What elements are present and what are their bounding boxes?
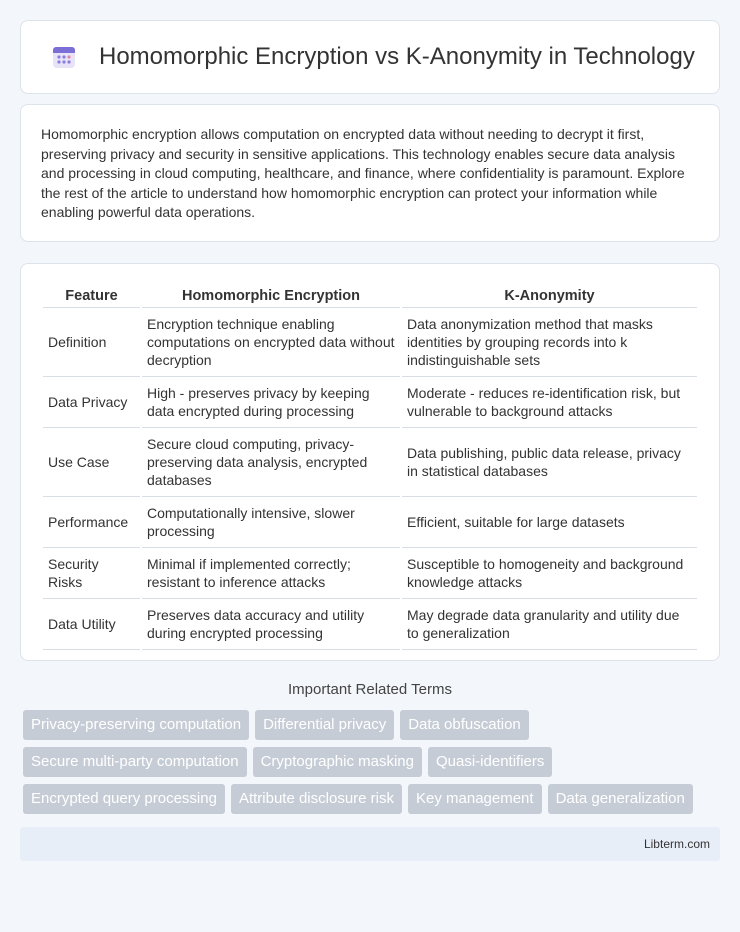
calendar-grid-icon	[51, 44, 77, 70]
related-terms-list	[20, 698, 720, 821]
intro-text: Homomorphic encryption allows computation on encrypted data without needing to decrypt it first, preserving privacy and security in sensitive applications. This technology enables secure data analysis and processing in cloud computing, healthcare, and finance, where confidentiality is paramount. Explore the rest of the article to understand how homomorphic encryption can protect your information while enabling powerful data operations.	[41, 126, 685, 220]
table-row	[43, 548, 697, 599]
row-feature: Data Utility	[43, 599, 141, 650]
related-term-tag[interactable]: Differential privacy	[255, 710, 394, 740]
comparison-table-card	[20, 263, 720, 661]
related-term-tag[interactable]: Attribute disclosure risk	[231, 784, 402, 814]
table-header-row	[43, 284, 697, 308]
related-term-tag[interactable]: Key management	[408, 784, 542, 814]
header-homomorphic: Homomorphic Encryption	[141, 284, 401, 308]
row-homomorphic: Computationally intensive, slower processing	[141, 497, 401, 548]
related-term-tag[interactable]: Data obfuscation	[400, 710, 529, 740]
footer	[20, 827, 720, 861]
table-row	[43, 428, 697, 497]
row-feature: Security Risks	[43, 548, 141, 599]
row-homomorphic: Encryption technique enabling computations on encrypted data without decryption	[141, 308, 401, 377]
header-feature: Feature	[43, 284, 141, 308]
related-terms-heading: Important Related Terms	[288, 681, 452, 698]
footer-site-link[interactable]: Libterm.com	[643, 837, 710, 851]
related-term-tag[interactable]: Encrypted query processing	[23, 784, 225, 814]
related-term-tag[interactable]: Privacy-preserving computation	[23, 710, 249, 740]
row-k-anonymity: Efficient, suitable for large datasets	[401, 497, 697, 548]
row-homomorphic: Preserves data accuracy and utility during encrypted processing	[141, 599, 401, 650]
related-term-tag[interactable]: Secure multi-party computation	[23, 747, 247, 777]
row-feature: Performance	[43, 497, 141, 548]
row-feature: Use Case	[43, 428, 141, 497]
row-k-anonymity: Data publishing, public data release, privacy in statistical databases	[401, 428, 697, 497]
table-row	[43, 308, 697, 377]
comparison-table	[43, 284, 697, 650]
page-title: Homomorphic Encryption vs K-Anonymity in Technology	[99, 43, 695, 70]
intro-card	[20, 104, 720, 242]
row-homomorphic: Minimal if implemented correctly; resistant to inference attacks	[141, 548, 401, 599]
row-k-anonymity: Moderate - reduces re-identification risk, but vulnerable to background attacks	[401, 377, 697, 428]
row-k-anonymity: Susceptible to homogeneity and background knowledge attacks	[401, 548, 697, 599]
row-feature: Data Privacy	[43, 377, 141, 428]
row-feature: Definition	[43, 308, 141, 377]
row-k-anonymity: May degrade data granularity and utility due to generalization	[401, 599, 697, 650]
related-term-tag[interactable]: Quasi-identifiers	[428, 747, 552, 777]
table-row	[43, 599, 697, 650]
table-row	[43, 377, 697, 428]
related-term-tag[interactable]: Cryptographic masking	[253, 747, 422, 777]
header-k-anonymity: K-Anonymity	[401, 284, 697, 308]
row-homomorphic: Secure cloud computing, privacy-preserving data analysis, encrypted databases	[141, 428, 401, 497]
header-card	[20, 20, 720, 94]
row-homomorphic: High - preserves privacy by keeping data encrypted during processing	[141, 377, 401, 428]
related-term-tag[interactable]: Data generalization	[548, 784, 693, 814]
row-k-anonymity: Data anonymization method that masks identities by grouping records into k indistinguishable sets	[401, 308, 697, 377]
table-row	[43, 497, 697, 548]
